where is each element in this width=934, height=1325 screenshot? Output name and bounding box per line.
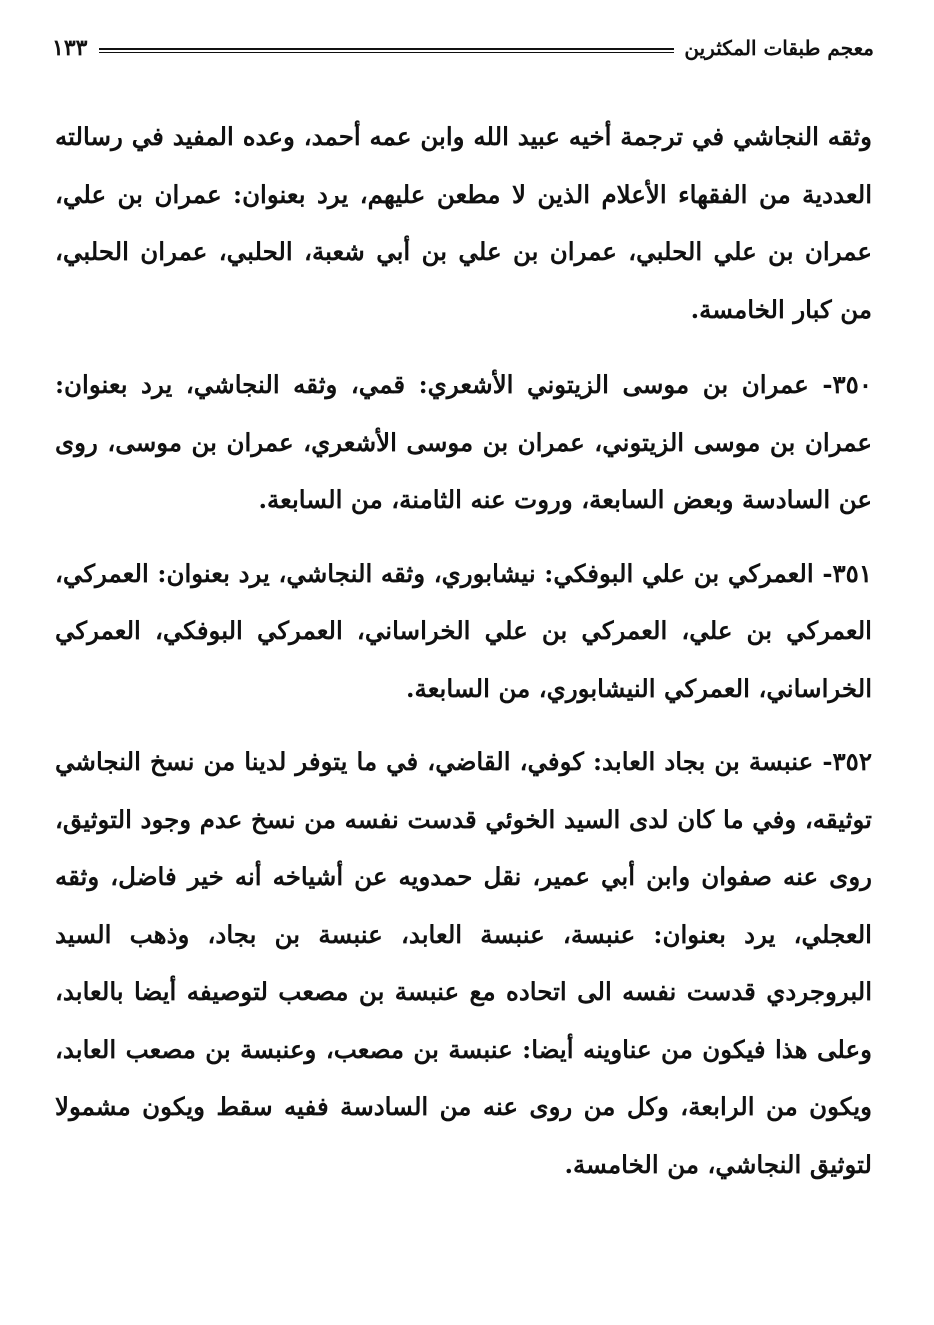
entry-text: قمي، وثقه النجاشي، يرد بعنوان: عمران بن موسى الزيتوني، عمران بن موسى الأشعري، عمران بن موسى، روى عن السادسة وبعض السابعة، وروت عنه الثامنة، من السابعة.: [55, 370, 872, 514]
header-rule: [99, 48, 674, 53]
entry-name: العمركي بن علي البوفكي:: [544, 558, 814, 588]
entry-name: عنبسة بن بجاد العابد:: [593, 747, 814, 776]
entry-name: عمران بن موسى الزيتوني الأشعري:: [418, 370, 809, 399]
body-text: [55, 108, 872, 1209]
running-header: [52, 28, 874, 68]
entry-text: نيشابوري، وثقه النجاشي، يرد بعنوان: العمركي، العمركي بن علي، العمركي بن علي الخراساني، العمركي البوفكي، العمركي الخراساني، العمركي النيشابوري، من السابعة.: [55, 558, 872, 703]
paragraph-text: وثقه النجاشي في ترجمة أخيه عبيد الله وابن عمه أحمد، وعده المفيد في رسالته العددية من الفقهاء الأعلام الذين لا مطعن عليهم، يرد بعنوان: عمران بن علي، عمران بن علي الحلبي، عمران بن علي بن أبي شعبة، الحلبي، عمران الحلبي، من كبار الخامسة.: [55, 122, 872, 324]
page-number: ١٣٣: [52, 35, 88, 61]
entry-352: [55, 733, 872, 1193]
book-title: معجم طبقات المكثرين: [684, 36, 874, 60]
entry-351: [55, 545, 872, 718]
entry-number: ٣٥٠-: [822, 370, 872, 399]
entry-number: ٣٥١-: [822, 558, 872, 588]
entry-350: [55, 356, 872, 529]
entry-number: ٣٥٢-: [822, 747, 872, 776]
paragraph-continuation: [55, 108, 872, 338]
entry-text: كوفي، القاضي، في ما يتوفر لدينا من نسخ النجاشي توثيقه، وفي ما كان لدى السيد الخوئي قدست نفسه من نسخ عدم وجود التوثيق، روى عنه صفوان وابن أبي عمير، نقل حمدويه عن أشياخه أنه خير فاضل، وثقه العجلي، يرد بعنوان: عنبسة، عنبسة العابد، عنبسة بن بجاد، وذهب السيد البروجردي قدست نفسه الى اتحاده مع عنبسة بن مصعب لتوصيفه أيضا بالعابد، وعلى هذا فيكون من عناوينه أيضا: عنبسة بن مصعب، وعنبسة بن مصعب العابد، ويكون من الرابعة، وكل من روى عنه من السادسة ففيه سقط ويكون مشمولا لتوثيق النجاشي، من الخامسة.: [55, 747, 872, 1179]
